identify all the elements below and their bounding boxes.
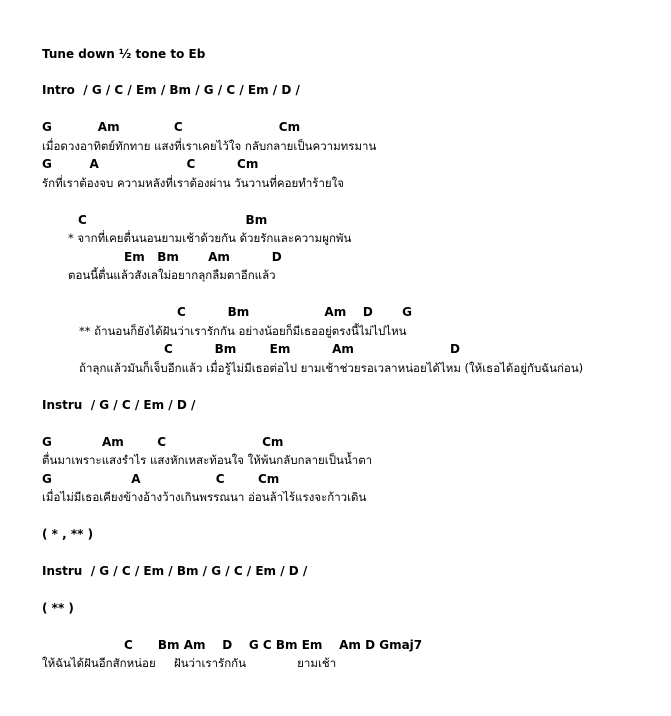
chord-line: G A C Cm — [42, 472, 280, 486]
tuning-note: Tune down ½ tone to Eb — [42, 47, 206, 61]
chord-line: C Bm Em Am D — [164, 342, 460, 356]
lyric-line: เมื่อดวงอาทิตย์ทักทาย แสงที่เราเคยไว้ใจ กลับกลายเป็นความทรมาน — [42, 139, 377, 153]
chord-line: C Bm Am D G C Bm Em Am D Gmaj7 — [124, 638, 423, 652]
repeat-marker: ( ** ) — [42, 601, 74, 615]
chord-line: Em Bm Am D — [124, 250, 282, 264]
chord-line: C Bm — [78, 213, 268, 227]
lyric-line: เมื่อไม่มีเธอเคียงข้างอ้างว้างเกินพรรณนา อ่อนล้าไร้แรงจะก้าวเดิน — [42, 490, 367, 504]
lyric-line: รักที่เราต้องจบ ความหลังที่เราต้องผ่าน วันวานที่คอยทำร้ายใจ — [42, 176, 345, 190]
chord-line: C Bm Am D G — [177, 305, 412, 319]
lyric-line: ตอนนี้ตื่นแล้วสังเลใม่อยากลุกลืมตาอีกแล้ว — [68, 268, 276, 282]
lyric-line: ให้ฉันได้ฝันอีกสักหน่อย ฝันว่าเรารักกัน ยามเช้า — [42, 656, 337, 670]
intro-line: Intro / G / C / Em / Bm / G / C / Em / D / — [42, 83, 300, 97]
instru-line: Instru / G / C / Em / Bm / G / C / Em / D / — [42, 564, 308, 578]
lyric-line: ถ้าลุกแล้วมันก็เจ็บอีกแล้ว เมื่อรู้ไม่มีเธอต่อไป ยามเช้าช่วยรอเวลาหน่อยได้ไหม (ให้เธอได้อยู่กับฉันก่อน) — [79, 361, 584, 375]
chord-line: G A C Cm — [42, 157, 259, 171]
instru-line: Instru / G / C / Em / D / — [42, 398, 196, 412]
repeat-marker: ( * , ** ) — [42, 527, 94, 541]
lyric-line: ตื่นมาเพราะแสงรำไร แสงหักเหสะท้อนใจ ให้พ้นกลับกลายเป็นน้ำตา — [42, 453, 373, 467]
lyric-line: ** ถ้านอนก็ยังได้ฝันว่าเรารักกัน อย่างน้อยก็มีเธออยู่ตรงนี้ไม่ไปไหน — [79, 324, 407, 338]
lyric-line: * จากที่เคยตื่นนอนยามเช้าด้วยกัน ด้วยรักและความผูกพัน — [68, 231, 352, 245]
chord-line: G Am C Cm — [42, 435, 284, 449]
chord-line: G Am C Cm — [42, 120, 301, 134]
